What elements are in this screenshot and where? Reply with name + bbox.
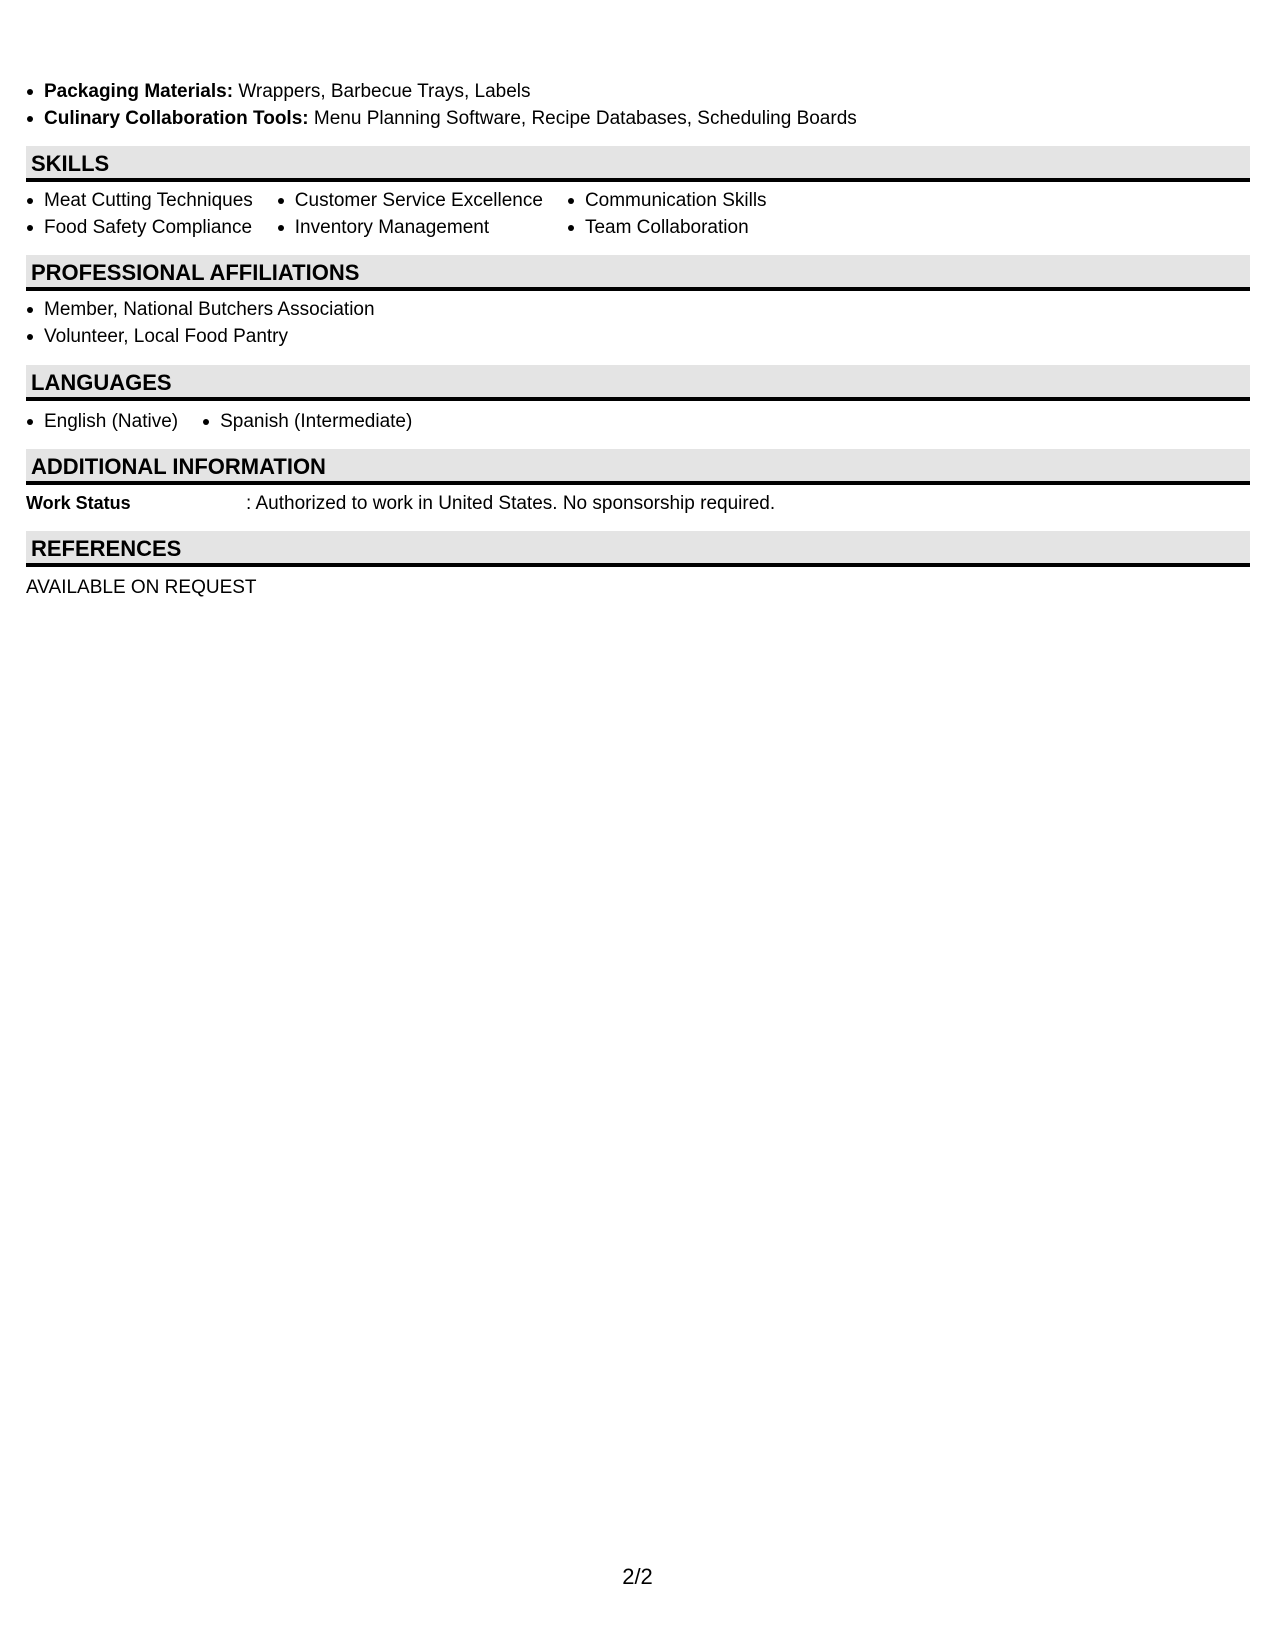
references-heading: REFERENCES (26, 531, 1250, 567)
references-text: AVAILABLE ON REQUEST (26, 577, 257, 598)
page-number: 2/2 (622, 1564, 653, 1589)
skills-column (277, 187, 543, 241)
tools-item (26, 78, 1250, 105)
skill-item: Inventory Management (277, 214, 543, 241)
work-status-value: : Authorized to work in United States. No sponsorship required. (246, 493, 776, 514)
work-status-row (26, 490, 1250, 517)
tools-item-value: Menu Planning Software, Recipe Databases, Scheduling Boards (313, 108, 857, 129)
tools-item (26, 105, 1250, 132)
skills-grid (26, 187, 1250, 241)
tools-item-label: Culinary Collaboration Tools: (44, 108, 309, 129)
resume-page (26, 78, 1250, 601)
language-item: English (Native) (26, 408, 178, 435)
skill-item: Team Collaboration (567, 214, 767, 241)
additional-info-heading: ADDITIONAL INFORMATION (26, 449, 1250, 485)
tools-item-label: Packaging Materials: (44, 81, 234, 102)
affiliations-list (26, 296, 1250, 350)
affiliation-item: Member, National Butchers Association (26, 296, 1250, 323)
affiliations-heading: PROFESSIONAL AFFILIATIONS (26, 255, 1250, 291)
languages-list (26, 408, 1250, 435)
skills-column (567, 187, 767, 241)
skill-item: Customer Service Excellence (277, 187, 543, 214)
skill-item: Food Safety Compliance (26, 214, 253, 241)
skills-heading: SKILLS (26, 146, 1250, 182)
skills-column (26, 187, 253, 241)
languages-heading: LANGUAGES (26, 365, 1250, 401)
skill-item: Meat Cutting Techniques (26, 187, 253, 214)
work-status-label: Work Status (26, 493, 131, 513)
skill-item: Communication Skills (567, 187, 767, 214)
tools-list (26, 78, 1250, 132)
affiliation-item: Volunteer, Local Food Pantry (26, 323, 1250, 350)
tools-item-value: Wrappers, Barbecue Trays, Labels (238, 81, 531, 102)
language-item: Spanish (Intermediate) (202, 408, 412, 435)
